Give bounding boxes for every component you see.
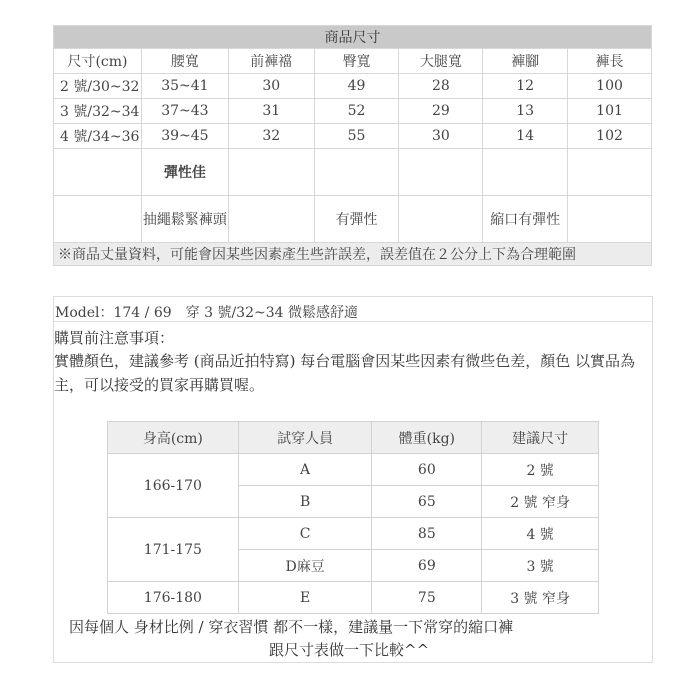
table-row: [54, 74, 652, 99]
table-cell: 12: [483, 74, 568, 99]
table-cell: 3 號/32~34: [54, 99, 142, 124]
table-cell: 3 號 窄身: [482, 582, 599, 614]
height-range: 176-180: [108, 582, 239, 614]
height-range: 171-175: [108, 518, 239, 582]
empty-cell: [568, 149, 652, 196]
divider: [54, 321, 652, 322]
elastic-row: [54, 149, 652, 196]
table-row: [54, 124, 652, 149]
table-cell: A: [238, 454, 372, 486]
table-cell: 69: [372, 550, 482, 582]
table-cell: 30: [228, 74, 314, 99]
size-table-caption: 商品尺寸: [54, 26, 652, 49]
table-cell: 100: [568, 74, 652, 99]
notice-body: 實體顏色，建議參考 (商品近拍特寫) 每台電腦會因某些因素有微些色差，顏色 以實品為主，可以接受的買家再購買喔。: [54, 352, 636, 394]
header-height: 身高(cm): [108, 422, 239, 454]
table-cell: 60: [372, 454, 482, 486]
size-table: [53, 25, 652, 266]
table-row: [108, 454, 599, 486]
table-row: [108, 582, 599, 614]
table-cell: 31: [228, 99, 314, 124]
header-tester: 試穿人員: [238, 422, 372, 454]
empty-cell: [228, 196, 314, 243]
feature-waist: 抽繩鬆緊褲頭: [141, 196, 228, 243]
table-row: [108, 518, 599, 550]
table-cell: 4 號: [482, 518, 599, 550]
empty-cell: [483, 149, 568, 196]
table-cell: C: [238, 518, 372, 550]
table-cell: 29: [399, 99, 483, 124]
table-cell: 32: [228, 124, 314, 149]
table-cell: 39~45: [141, 124, 228, 149]
fit-table: [107, 421, 599, 614]
fit-table-header-row: [108, 422, 599, 454]
table-cell: 75: [372, 582, 482, 614]
empty-cell: [399, 149, 483, 196]
table-cell: E: [238, 582, 372, 614]
feature-row: [54, 196, 652, 243]
table-cell: 52: [314, 99, 399, 124]
table-row: [54, 99, 652, 124]
header-hip: 臀寬: [314, 49, 399, 74]
empty-cell: [54, 149, 142, 196]
header-weight: 體重(kg): [372, 422, 482, 454]
table-cell: 55: [314, 124, 399, 149]
table-cell: 14: [483, 124, 568, 149]
table-cell: 4 號/34~36: [54, 124, 142, 149]
table-cell: B: [238, 486, 372, 518]
fit-advice-line1: 因每個人 身材比例 / 穿衣習慣 都不一樣，建議量一下常穿的縮口褲: [69, 618, 514, 636]
empty-cell: [54, 196, 142, 243]
model-info: Model：174 / 69 穿 3 號/32~34 微鬆感舒適: [55, 305, 358, 321]
table-cell: 3 號: [482, 550, 599, 582]
table-cell: 35~41: [141, 74, 228, 99]
table-cell: 101: [568, 99, 652, 124]
table-cell: 2 號/30~32: [54, 74, 142, 99]
empty-cell: [568, 196, 652, 243]
size-table-caption-row: [54, 26, 652, 49]
empty-cell: [399, 196, 483, 243]
empty-cell: [228, 149, 314, 196]
height-range: 166-170: [108, 454, 239, 518]
table-cell: 49: [314, 74, 399, 99]
table-cell: 28: [399, 74, 483, 99]
header-thigh: 大腿寬: [399, 49, 483, 74]
header-hem: 褲腳: [483, 49, 568, 74]
table-cell: 13: [483, 99, 568, 124]
table-cell: 2 號 窄身: [482, 486, 599, 518]
notice-title: 購買前注意事項：: [54, 329, 175, 347]
empty-cell: [314, 149, 399, 196]
measurement-disclaimer: ※商品丈量資料，可能會因某些因素產生些許誤差，誤差值在２公分上下為合理範圍: [54, 243, 652, 266]
table-cell: D麻豆: [238, 550, 372, 582]
feature-hem: 縮口有彈性: [483, 196, 568, 243]
table-cell: 102: [568, 124, 652, 149]
table-cell: 37~43: [141, 99, 228, 124]
fit-advice-line2: 跟尺寸表做一下比較^^: [269, 641, 430, 659]
feature-hip: 有彈性: [314, 196, 399, 243]
table-cell: 30: [399, 124, 483, 149]
size-table-header-row: [54, 49, 652, 74]
elastic-note: 彈性佳: [141, 149, 228, 196]
header-waist: 腰寬: [141, 49, 228, 74]
disclaimer-row: [54, 243, 652, 266]
table-cell: 2 號: [482, 454, 599, 486]
header-front-rise: 前褲襠: [228, 49, 314, 74]
header-size: 尺寸(cm): [54, 49, 142, 74]
table-cell: 65: [372, 486, 482, 518]
model-info-panel: [53, 296, 653, 663]
table-cell: 85: [372, 518, 482, 550]
header-suggested-size: 建議尺寸: [482, 422, 599, 454]
header-length: 褲長: [568, 49, 652, 74]
